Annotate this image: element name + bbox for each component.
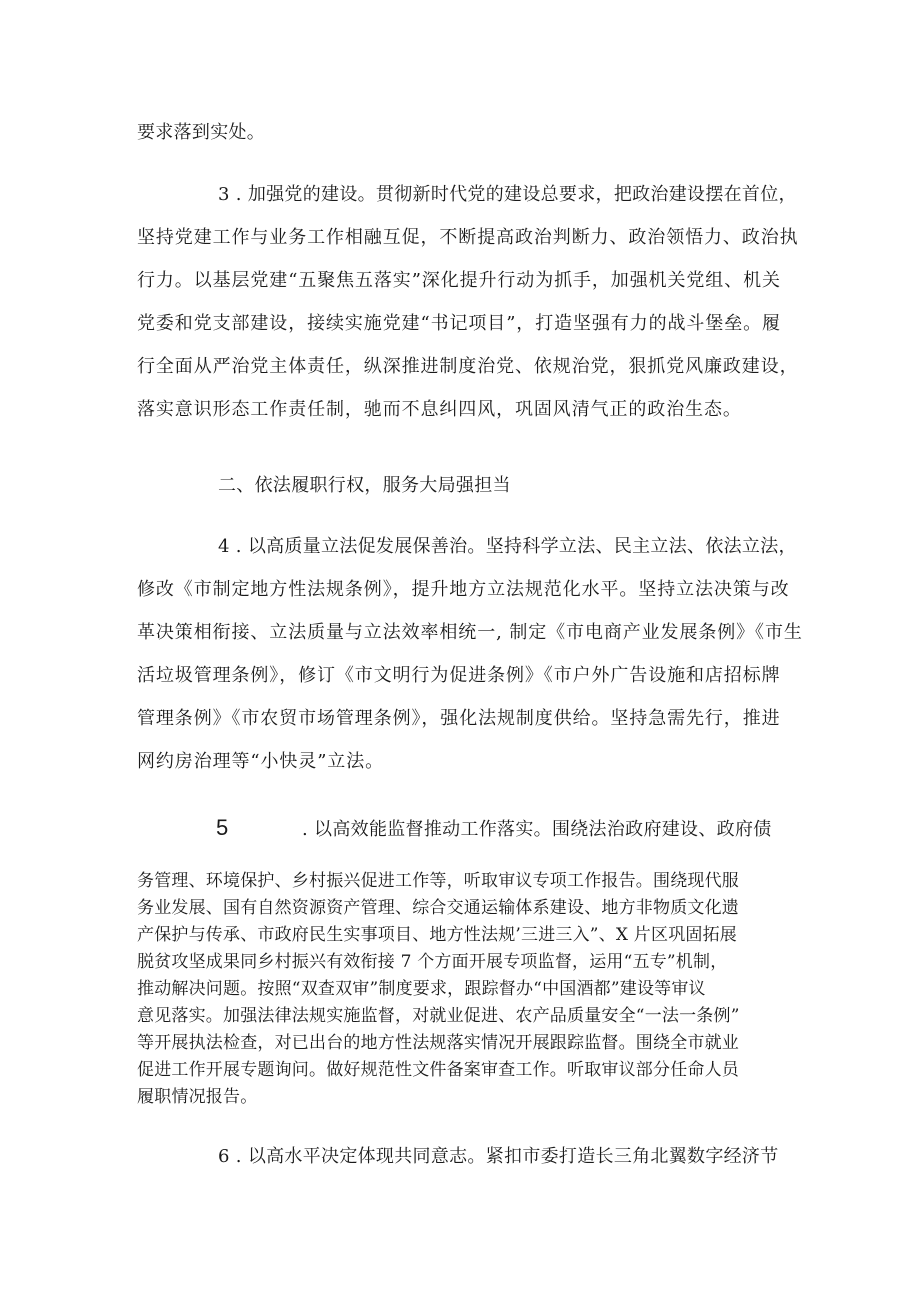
- text-line: 革决策相衔接、立法质量与立法效率相统一, 制定《市电商产业发展条例》《市生: [137, 622, 803, 643]
- text-line: 务业发展、国有自然资源资产管理、综合交通运输体系建设、地方非物质文化遗: [137, 898, 739, 918]
- item-5-heading-line: . 以高效能监督推动工作落实。围绕法治政府建设、政府债: [302, 819, 772, 840]
- text-line: 坚持党建工作与业务工作相融互促，不断提高政治判断力、政治领悟力、政治执: [137, 227, 799, 248]
- text-line: 促进工作开展专题询问。做好规范性文件备案审查工作。听取审议部分任命人员: [137, 1060, 739, 1080]
- text-line: 意见落实。加强法律法规实施监督，对就业促进、农产品质量安全“一法一条例”: [137, 1006, 740, 1026]
- text-line: 推动解决问题。按照“双查双审”制度要求，跟踪督办“中国酒都”建设等审议: [137, 979, 706, 999]
- item-3-heading-line: 3 . 加强党的建设。贯彻新时代党的建设总要求，把政治建设摆在首位，: [218, 184, 797, 205]
- text-line: 行全面从严治党主体责任，纵深推进制度治党、依规治党，狠抓党风廉政建设，: [137, 356, 799, 377]
- item-6-heading-line: 6 . 以高水平决定体现共同意志。紧扣市委打造长三角北翼数字经济节: [218, 1146, 779, 1167]
- text-line: 活垃圾管理条例》，修订《市文明行为促进条例》《市户外广告设施和店招标牌: [137, 665, 781, 686]
- item-4-heading-line: 4 . 以高质量立法促发展保善治。坚持科学立法、民主立法、依法立法，: [218, 536, 797, 557]
- text-line: 修改《市制定地方性法规条例》，提升地方立法规范化水平。坚持立法决策与改: [137, 579, 790, 600]
- text-line: 党委和党支部建设，接续实施党建“书记项目”，打造坚强有力的战斗堡垒。履: [137, 313, 781, 334]
- text-line: 脱贫攻坚成果同乡村振兴有效衔接 7 个方面开展专项监督，运用“五专”机制，: [137, 952, 728, 972]
- text-line: 等开展执法检查，对已出台的地方性法规落实情况开展跟踪监督。围绕全市就业: [137, 1033, 739, 1053]
- item-5-number: 5: [216, 815, 229, 840]
- text-line: 产保护与传承、市政府民生实事项目、地方性法规’三进三入”、X 片区巩固拓展: [137, 925, 737, 945]
- text-line: 管理条例》《市农贸市场管理条例》，强化法规制度供给。坚持急需先行，推进: [137, 708, 781, 729]
- text-line: 务管理、环境保护、乡村振兴促进工作等，听取审议专项工作报告。围绕现代服: [137, 871, 739, 891]
- text-line: 履职情况报告。: [137, 1087, 258, 1107]
- section-heading: 二、依法履职行权，服务大局强担当: [218, 475, 511, 496]
- text-line: 落实意识形态工作责任制，驰而不息纠四风，巩固风清气正的政治生态。: [137, 399, 742, 420]
- text-line: 行力。以基层党建“五聚焦五落实”深化提升行动为抓手，加强机关党组、机关: [137, 270, 781, 291]
- text-line: 要求落到实处。: [137, 122, 266, 143]
- text-line: 网约房治理等“小快灵”立法。: [137, 751, 385, 772]
